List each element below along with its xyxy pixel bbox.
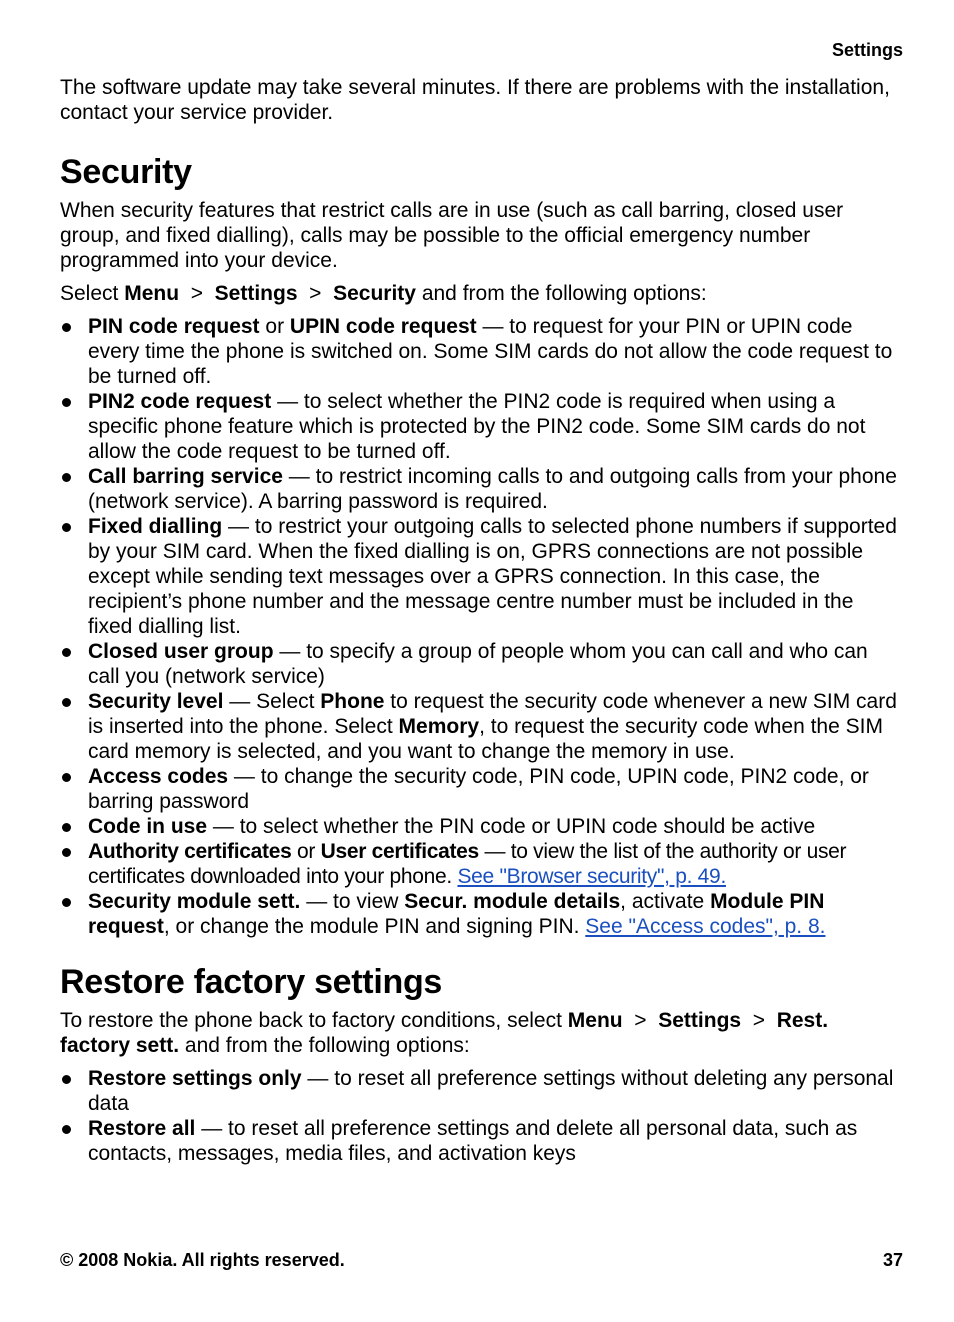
restore-section xyxy=(60,962,903,1166)
restore-heading: Restore factory settings xyxy=(60,963,443,1001)
list-item xyxy=(60,514,903,639)
copyright: © 2008 Nokia. All rights reserved. xyxy=(60,1250,345,1270)
option-text: or xyxy=(259,315,290,338)
list-item xyxy=(60,389,903,464)
path-sep: > xyxy=(752,1009,766,1032)
path-sep: > xyxy=(190,282,203,305)
option-text: — to specify a group of people whom you can call and who can call you (network service) xyxy=(88,640,868,688)
list-item xyxy=(60,464,903,514)
option-text: — to restrict incoming calls to and outgoing calls from your phone (network service). A barring password is required. xyxy=(88,465,897,513)
option-name: UPIN code request xyxy=(289,315,477,338)
select-suffix: and from the following options: xyxy=(421,282,707,305)
restore-options-list xyxy=(60,1066,903,1166)
option-name: Security level xyxy=(88,690,224,713)
option-text: or xyxy=(291,840,321,863)
path-security: Security xyxy=(333,282,416,305)
option-name: Secur. module details xyxy=(404,890,621,913)
bullet-icon xyxy=(62,398,71,407)
option-name: Restore all xyxy=(88,1117,196,1140)
list-item xyxy=(60,689,903,764)
bullet-icon xyxy=(62,1075,71,1084)
path-sep: > xyxy=(634,1009,647,1032)
list-item xyxy=(60,814,903,839)
option-name: Call barring service xyxy=(88,465,283,488)
option-name: PIN code request xyxy=(88,315,260,338)
option-text: — Select xyxy=(223,690,321,713)
list-item xyxy=(60,889,903,939)
select-suffix: and from the following options: xyxy=(184,1034,470,1057)
bullet-icon xyxy=(62,898,71,907)
path-menu: Menu xyxy=(567,1009,623,1032)
bullet-icon xyxy=(62,1125,71,1134)
bullet-icon xyxy=(62,698,71,707)
access-codes-link[interactable]: See "Access codes", p. 8. xyxy=(585,915,826,938)
option-name: Memory xyxy=(398,715,480,738)
bullet-icon xyxy=(62,848,71,857)
option-name: Restore settings only xyxy=(88,1067,302,1090)
option-text: — to reset all preference settings without deleting any personal data xyxy=(88,1067,894,1115)
list-item xyxy=(60,639,903,689)
path-settings: Settings xyxy=(214,282,298,305)
security-section xyxy=(60,152,903,939)
option-text: — to select whether the PIN2 code is required when using a specific phone feature which is protected by the PIN2 code. Some SIM cards do not allow the code request to be turned off. xyxy=(88,390,866,463)
page-number: 37 xyxy=(882,1250,903,1270)
security-heading: Security xyxy=(60,153,192,191)
list-item xyxy=(60,1066,903,1116)
option-text: — to change the security code, PIN code, UPIN code, PIN2 code, or barring password xyxy=(88,765,869,813)
bullet-icon xyxy=(62,648,71,657)
option-name: Code in use xyxy=(88,815,208,838)
security-intro: When security features that restrict calls are in use (such as call barring, closed user group, and fixed dialling), calls may be possible to the official emergency number programmed into your device. xyxy=(60,199,844,272)
option-name: Security module sett. xyxy=(88,890,301,913)
option-text: , activate xyxy=(620,890,711,913)
list-item xyxy=(60,764,903,814)
select-prefix: Select xyxy=(60,282,119,305)
path-settings: Settings xyxy=(658,1009,742,1032)
option-name: PIN2 code request xyxy=(88,390,272,413)
option-text: — to select whether the PIN code or UPIN code should be active xyxy=(207,815,816,838)
option-name: Phone xyxy=(320,690,385,713)
option-name: Authority certificates xyxy=(88,840,292,863)
list-item xyxy=(60,1116,903,1166)
option-text: — to reset all preference settings and delete all personal data, such as contacts, messages, media files, and activation keys xyxy=(88,1117,858,1165)
option-name: Closed user group xyxy=(88,640,274,663)
bullet-icon xyxy=(62,323,71,332)
bullet-icon xyxy=(62,773,71,782)
option-text: — to request for your PIN or UPIN code every time the phone is switched on. Some SIM cards do not allow the code request to be turned off. xyxy=(88,315,893,388)
option-text: — to view the list of the authority or user certificates downloaded into your phone. xyxy=(88,840,847,888)
security-options-list xyxy=(60,314,903,939)
intro-paragraph: The software update may take several minutes. If there are problems with the installation, contact your service provider. xyxy=(60,76,890,124)
path-sep: > xyxy=(309,282,322,305)
option-text: , to request the security code when the SIM card memory is selected, and you want to change the memory in use. xyxy=(88,715,883,763)
select-prefix: To restore the phone back to factory conditions, select xyxy=(60,1009,562,1032)
browser-security-link[interactable]: See "Browser security", p. 49. xyxy=(457,865,726,888)
option-text: — to view xyxy=(300,890,405,913)
option-text: , or change the module PIN and signing PIN. xyxy=(163,915,586,938)
bullet-icon xyxy=(62,523,71,532)
option-name: Fixed dialling xyxy=(88,515,223,538)
list-item xyxy=(60,314,903,389)
list-item xyxy=(60,839,903,889)
running-head: Settings xyxy=(831,40,903,60)
option-name: User certificates xyxy=(320,840,479,863)
path-rest-factory: Rest. factory sett. xyxy=(60,1009,829,1057)
bullet-icon xyxy=(62,473,71,482)
security-menu-path xyxy=(60,281,903,306)
option-name: Module PIN request xyxy=(88,890,825,938)
path-menu: Menu xyxy=(124,282,180,305)
bullet-icon xyxy=(62,823,71,832)
restore-menu-path xyxy=(60,1008,903,1058)
option-text: to request the security code whenever a new SIM card is inserted into the phone. Select xyxy=(88,690,897,738)
option-text: — to restrict your outgoing calls to selected phone numbers if supported by your SIM card. When the fixed dialling is on, GPRS connections are not possible except while sending text messages over a GPRS connection. In this case, the recipient’s phone number and the message centre number must be included in the fixed dialling list. xyxy=(88,515,897,638)
option-name: Access codes xyxy=(88,765,229,788)
